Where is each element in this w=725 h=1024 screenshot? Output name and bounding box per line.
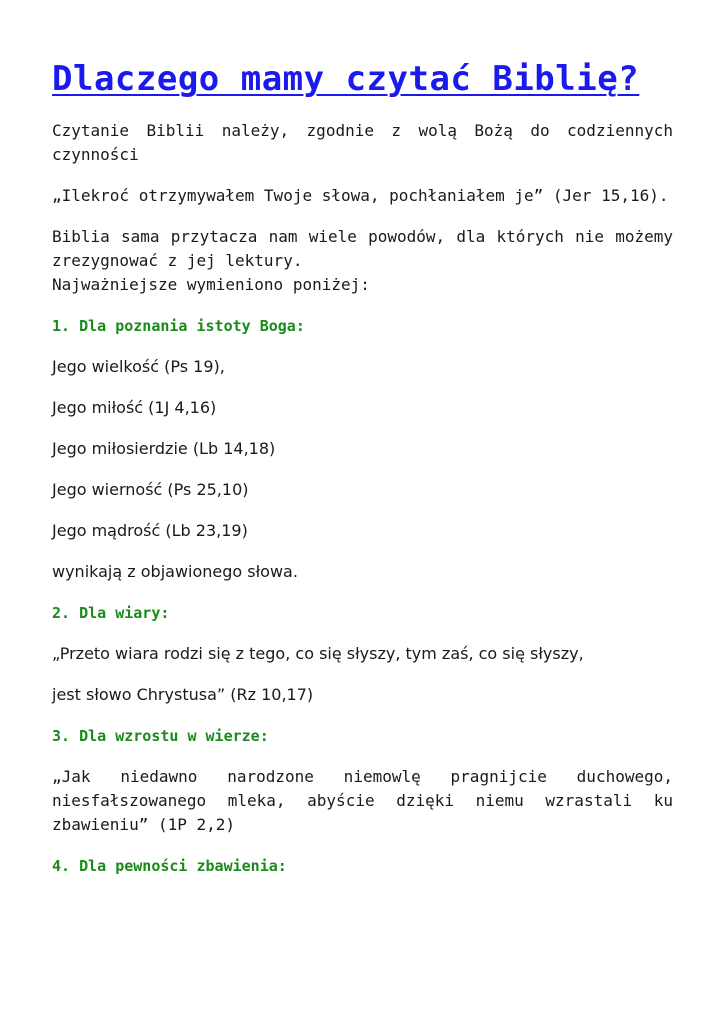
section-1-conclusion: wynikają z objawionego słowa.	[52, 562, 298, 581]
article	[52, 0, 673, 878]
page-title[interactable]	[52, 58, 673, 100]
quote-jer-paragraph: „Ilekroć otrzymywałem Twoje słowa, pochłaniałem je” (Jer 15,16).	[52, 186, 669, 205]
section-1-heading: 1. Dla poznania istoty Boga:	[52, 317, 305, 335]
section-2-quote-line-2: jest słowo Chrystusa” (Rz 10,17)	[52, 685, 314, 704]
section-2-quote-line-1: „Przeto wiara rodzi się z tego, co się słyszy, tym zaś, co się słyszy,	[52, 644, 584, 663]
section-3-quote: „Jak niedawno narodzone niemowlę pragnijcie duchowego, niesfałszowanego mleka, abyście dzięki niemu wzrastali ku zbawieniu” (1P 2,2)	[52, 767, 673, 834]
reasons-line-1: Biblia sama przytacza nam wiele powodów, dla których nie możemy zrezygnować z jej lektury.	[52, 227, 673, 270]
section-1-item: Jego miłosierdzie (Lb 14,18)	[52, 439, 276, 458]
section-1-item: Jego mądrość (Lb 23,19)	[52, 521, 248, 540]
section-3-heading: 3. Dla wzrostu w wierze:	[52, 727, 269, 745]
section-1-item: Jego miłość (1J 4,16)	[52, 398, 217, 417]
section-2-heading: 2. Dla wiary:	[52, 604, 170, 622]
intro-paragraph: Czytanie Biblii należy, zgodnie z wolą Bożą do codziennych czynności	[52, 121, 673, 164]
section-4-heading: 4. Dla pewności zbawienia:	[52, 857, 287, 875]
section-1-item: Jego wierność (Ps 25,10)	[52, 480, 249, 499]
reasons-line-2: Najważniejsze wymieniono poniżej:	[52, 275, 370, 294]
reasons-paragraph	[52, 225, 673, 297]
page-title-link[interactable]: Dlaczego mamy czytać Biblię?	[52, 59, 640, 99]
section-1-item: Jego wielkość (Ps 19),	[52, 357, 225, 376]
